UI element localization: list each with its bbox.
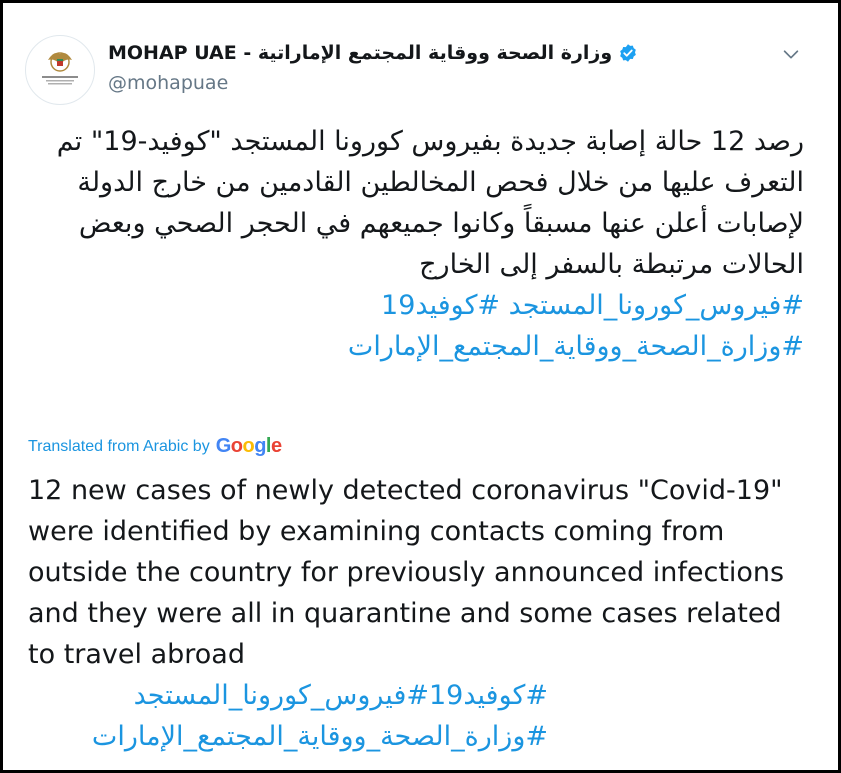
tweet-header: [25, 35, 808, 105]
hashtag-link[interactable]: #كوفيد19#فيروس_كورونا_المستجد: [133, 680, 548, 711]
hashtag-link[interactable]: #فيروس_كورونا_المستجد #كوفيد19: [381, 290, 804, 321]
arabic-body: رصد 12 حالة إصابة جديدة بفيروس كورونا المستجد "كوفيد-19" تم التعرف عليها من خلال فحص المخالطين القادمين من خارج الدولة لإصابات أعلن عنها مسبقاً وكانوا جميعهم في الحجر الصحي وبعض الحالات مرتبطة بالسفر إلى الخارج: [56, 126, 804, 280]
translation-attribution[interactable]: [28, 435, 282, 458]
avatar[interactable]: [25, 35, 95, 105]
google-logo-letter: o: [230, 435, 243, 457]
google-logo-letter: g: [254, 435, 266, 457]
arabic-hashtags: [25, 285, 804, 367]
hashtag-link[interactable]: #وزارة_الصحة_ووقاية_المجتمع_الإمارات: [91, 721, 548, 752]
google-logo-letter: e: [270, 435, 282, 457]
verified-badge-icon: [618, 43, 638, 63]
hashtag-link[interactable]: #وزارة_الصحة_ووقاية_المجتمع_الإمارات: [347, 331, 804, 362]
google-logo-letter: o: [242, 435, 255, 457]
translated-hashtags: [28, 675, 548, 757]
translated-label: Translated from Arabic by: [28, 437, 210, 455]
tweet-text-arabic: [25, 121, 804, 367]
display-name[interactable]: MOHAP UAE - وزارة الصحة ووقاية المجتمع الإماراتية: [108, 42, 613, 64]
chevron-down-icon[interactable]: [780, 43, 802, 65]
google-logo-letter: G: [215, 435, 231, 457]
author-name-row[interactable]: [108, 42, 638, 64]
google-logo-letter: l: [265, 435, 271, 457]
google-logo: [216, 435, 282, 458]
tweet-text-translated: 12 new cases of newly detected coronavirus "Covid-19" were identified by examining contacts coming from outside the country for previously announced infections and they were all in quarantine and some cases related to travel abroad: [28, 475, 785, 670]
uae-emblem-icon: [26, 36, 94, 104]
author-handle[interactable]: @mohapuae: [108, 72, 229, 94]
